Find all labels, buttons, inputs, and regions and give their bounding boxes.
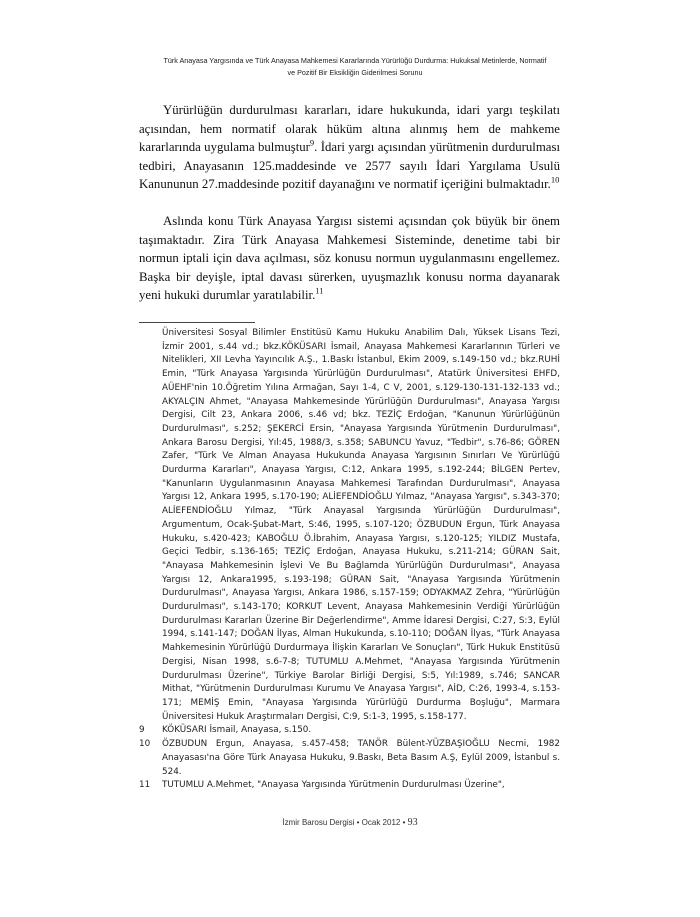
footnote-continuation: Üniversitesi Sosyal Bilimler Enstitüsü Kamu Hukuku Anabilim Dalı, Yüksek Lisans Tezi, İzmir 2001, s.44 vd.; bkz.KÖKÜSARI İsmail, Anayasa Mahkemesi Kararlarının Türleri ve Nitelikleri, XII Levha Yayıncılık A.Ş., 1.Baskı İstanbul, Ekim 2009, s.149-150 vd.; bkz.RUHİ Emin, "Türk Anayasa Yargısında Yürürlüğün Durdurulması", Atatürk Üniversitesi EHFD, AÜEHF'nin 10.Öğretim Yılına Armağan, Sayı 1-4, C V, 2001, s.129-130-131-132-133 vd.; AKYALÇIN Ahmet, "Anayasa Mahkemesinde Yürürlüğün Durdurulması", Anayasa Yargısı Dergisi, Cilt 23, Ankara 2006, s.46 vd; bkz. TEZİÇ Erdoğan, "Kanunun Yürürlüğünün Durdurulması", s.252; ŞEKERCİ Ersin, "Anayasa Yargısında Yürütmenin Durdurulması", Ankara Barosu Dergisi, Yıl:45, 1988/3, s.358; SABUNCU Yavuz, "Tedbir", s.76-86; GÖREN Zafer, "Türk Ve Alman Anayasa Hukukunda Anayasa Yargısının Sınırları Ve Yürürlüğü Durdurma Kararları", Anayasa Yargısı, C:12, Ankara 1995, s.192-244; BİLGEN Pertev, "Kanunların Uygulanmasının Anayasa Mahkemesi Tarafından Durdurulması", Anayasa Yargısı 12, Ankara 1995, s.170-190; ALİEFENDİOĞLU Yılmaz, "Anayasa Yargısı", s.343-370; ALİEFENDİOĞLU Yılmaz, "Türk Anayasal Yargısında Yürürlüğün Durdurulması", Argumentum, Ocak-Şubat-Mart, S:46, 1995, s.107-120; ÖZBUDUN Ergun, Türk Anayasa Hukuku, s.420-423; KABOĞLU Ö.İbrahim, Anayasa Yargısı, s.120-125; YILDIZ Mustafa, Geçici Tedbir, s.136-165; TEZİÇ Erdoğan, Anayasa Hukuku, s.211-214; GÜRAN Sait, "Anayasa Mahkemesinin İşlevi Ve Bu Bağlamda Yürürlüğün Durdurulması", Anayasa Yargısı 12, Ankara1995, s.193-198; GÜRAN Sait, "Anayasa Yargısında Yürütmenin Durdurulması", Anayasa Yargısı, Ankara 1986, s.157-159; ODYAKMAZ Zehra, "Yürürlüğün Durdurulması", s.143-170; KORKUT Levent, Anayasa Mahkemesinin Verdiği Yürürlüğün Durdurulması Kararları Üzerine Bir Değerlendirme", Amme İdaresi Dergisi, C:27, S:3, Eylül 1994, s.141-147; DOĞAN İlyas, Alman Hukukunda, s.10-110; DOĞAN İlyas, "Türk Anayasa Mahkemesinin Yürürlüğü Durdurmaya İlişkin Kararları Ve Sonuçları", Türk Hukuk Enstitüsü Dergisi, Nisan 1998, s.6-7-8; TUTUMLU A.Mehmet, "Anayasa Yargısında Yürütmenin Durdurulması Üzerine", Türkiye Barolar Birliği Dergisi, S:5, Yıl:1989, s.746; SANCAR Mithat, "Yürütmenin Durdurulması Kurumu Ve Anayasa Yargısı", AİD, C:26, 1993-4, s.153-171; MEMİŞ Emin, "Anayasa Yargısında Yürürlüğü Durdurma Boşluğu", Marmara Üniversitesi Hukuk Araştırmaları Dergisi, C:9, S:1-3, 1995, s.158-177.	[162, 328, 560, 722]
running-header-line2: ve Pozitif Bir Eksikliğin Giderilmesi Sorunu	[287, 68, 423, 77]
paragraph-2-text: Aslında konu Türk Anayasa Yargısı sistemi açısından çok büyük bir önem taşımaktadır. Zira Türk Anayasa Mahkemesi Sisteminde, denetime tabi bir normun iptali için dava açılması, söz konusu normun uygulanmasını engellemez. Başka bir deyişle, iptal davası sürerken, uyuşmazlık konusu norma dayanarak yeni hukuki durumlar yaratılabilir.	[139, 213, 560, 303]
page-footer	[0, 817, 700, 828]
footnote-separator	[139, 322, 255, 323]
paragraph-1-text-a: Yürürlüğün durdurulması kararları, idare hukukunda, idari yargı teşkilatı açısından, hem normatif olarak hüküm altına alınmış hem de mahkeme kararlarında uygulama bulmuştur	[139, 103, 560, 155]
footer-journal: İzmir Barosu Dergisi • Ocak 2012 •	[282, 818, 406, 827]
footnote-text: ÖZBUDUN Ergun, Anayasa, s.457-458; TANÖR Bülent-YÜZBAŞIOĞLU Necmi, 1982 Anayasası'na Göre Türk Anayasa Hukuku, 9.Baskı, Beta Basım A.Ş, Eylül 2009, İstanbul s. 524.	[162, 739, 560, 777]
paragraph-2	[139, 212, 560, 305]
footnote-text: TUTUMLU A.Mehmet, "Anayasa Yargısında Yürütmenin Durdurulması Üzerine",	[162, 780, 505, 791]
footnote-number: 9	[139, 725, 145, 736]
footnote-ref-9[interactable]: 9	[309, 137, 315, 148]
footnote-number: 10	[139, 739, 151, 750]
footnote-9	[139, 724, 560, 738]
footnote-ref-10[interactable]: 10	[550, 175, 560, 186]
footnotes	[139, 327, 560, 793]
main-text	[139, 101, 560, 305]
page-number: 93	[407, 817, 418, 828]
footnote-10	[139, 738, 560, 779]
footnote-number: 11	[139, 780, 151, 791]
footnote-11	[139, 779, 560, 793]
paragraph-1	[139, 101, 560, 194]
running-header	[120, 55, 590, 79]
paragraph-1-text-b: . İdari yargı açısından yürütmenin durdurulması tedbiri, Anayasanın 125.maddesinde ve 2577 sayılı İdari Yargılama Usulü Kanununun 27.maddesinde pozitif dayanağını ve normatif içeriğini bulmaktadır.	[139, 140, 560, 192]
footnote-ref-11[interactable]: 11	[315, 286, 324, 297]
running-header-line1: Türk Anayasa Yargısında ve Türk Anayasa Mahkemesi Kararlarında Yürürlüğü Durdurma: Hukuksal Metinlerde, Normatif	[163, 56, 547, 65]
footnote-text: KÖKÜSARI İsmail, Anayasa, s.150.	[162, 725, 312, 736]
